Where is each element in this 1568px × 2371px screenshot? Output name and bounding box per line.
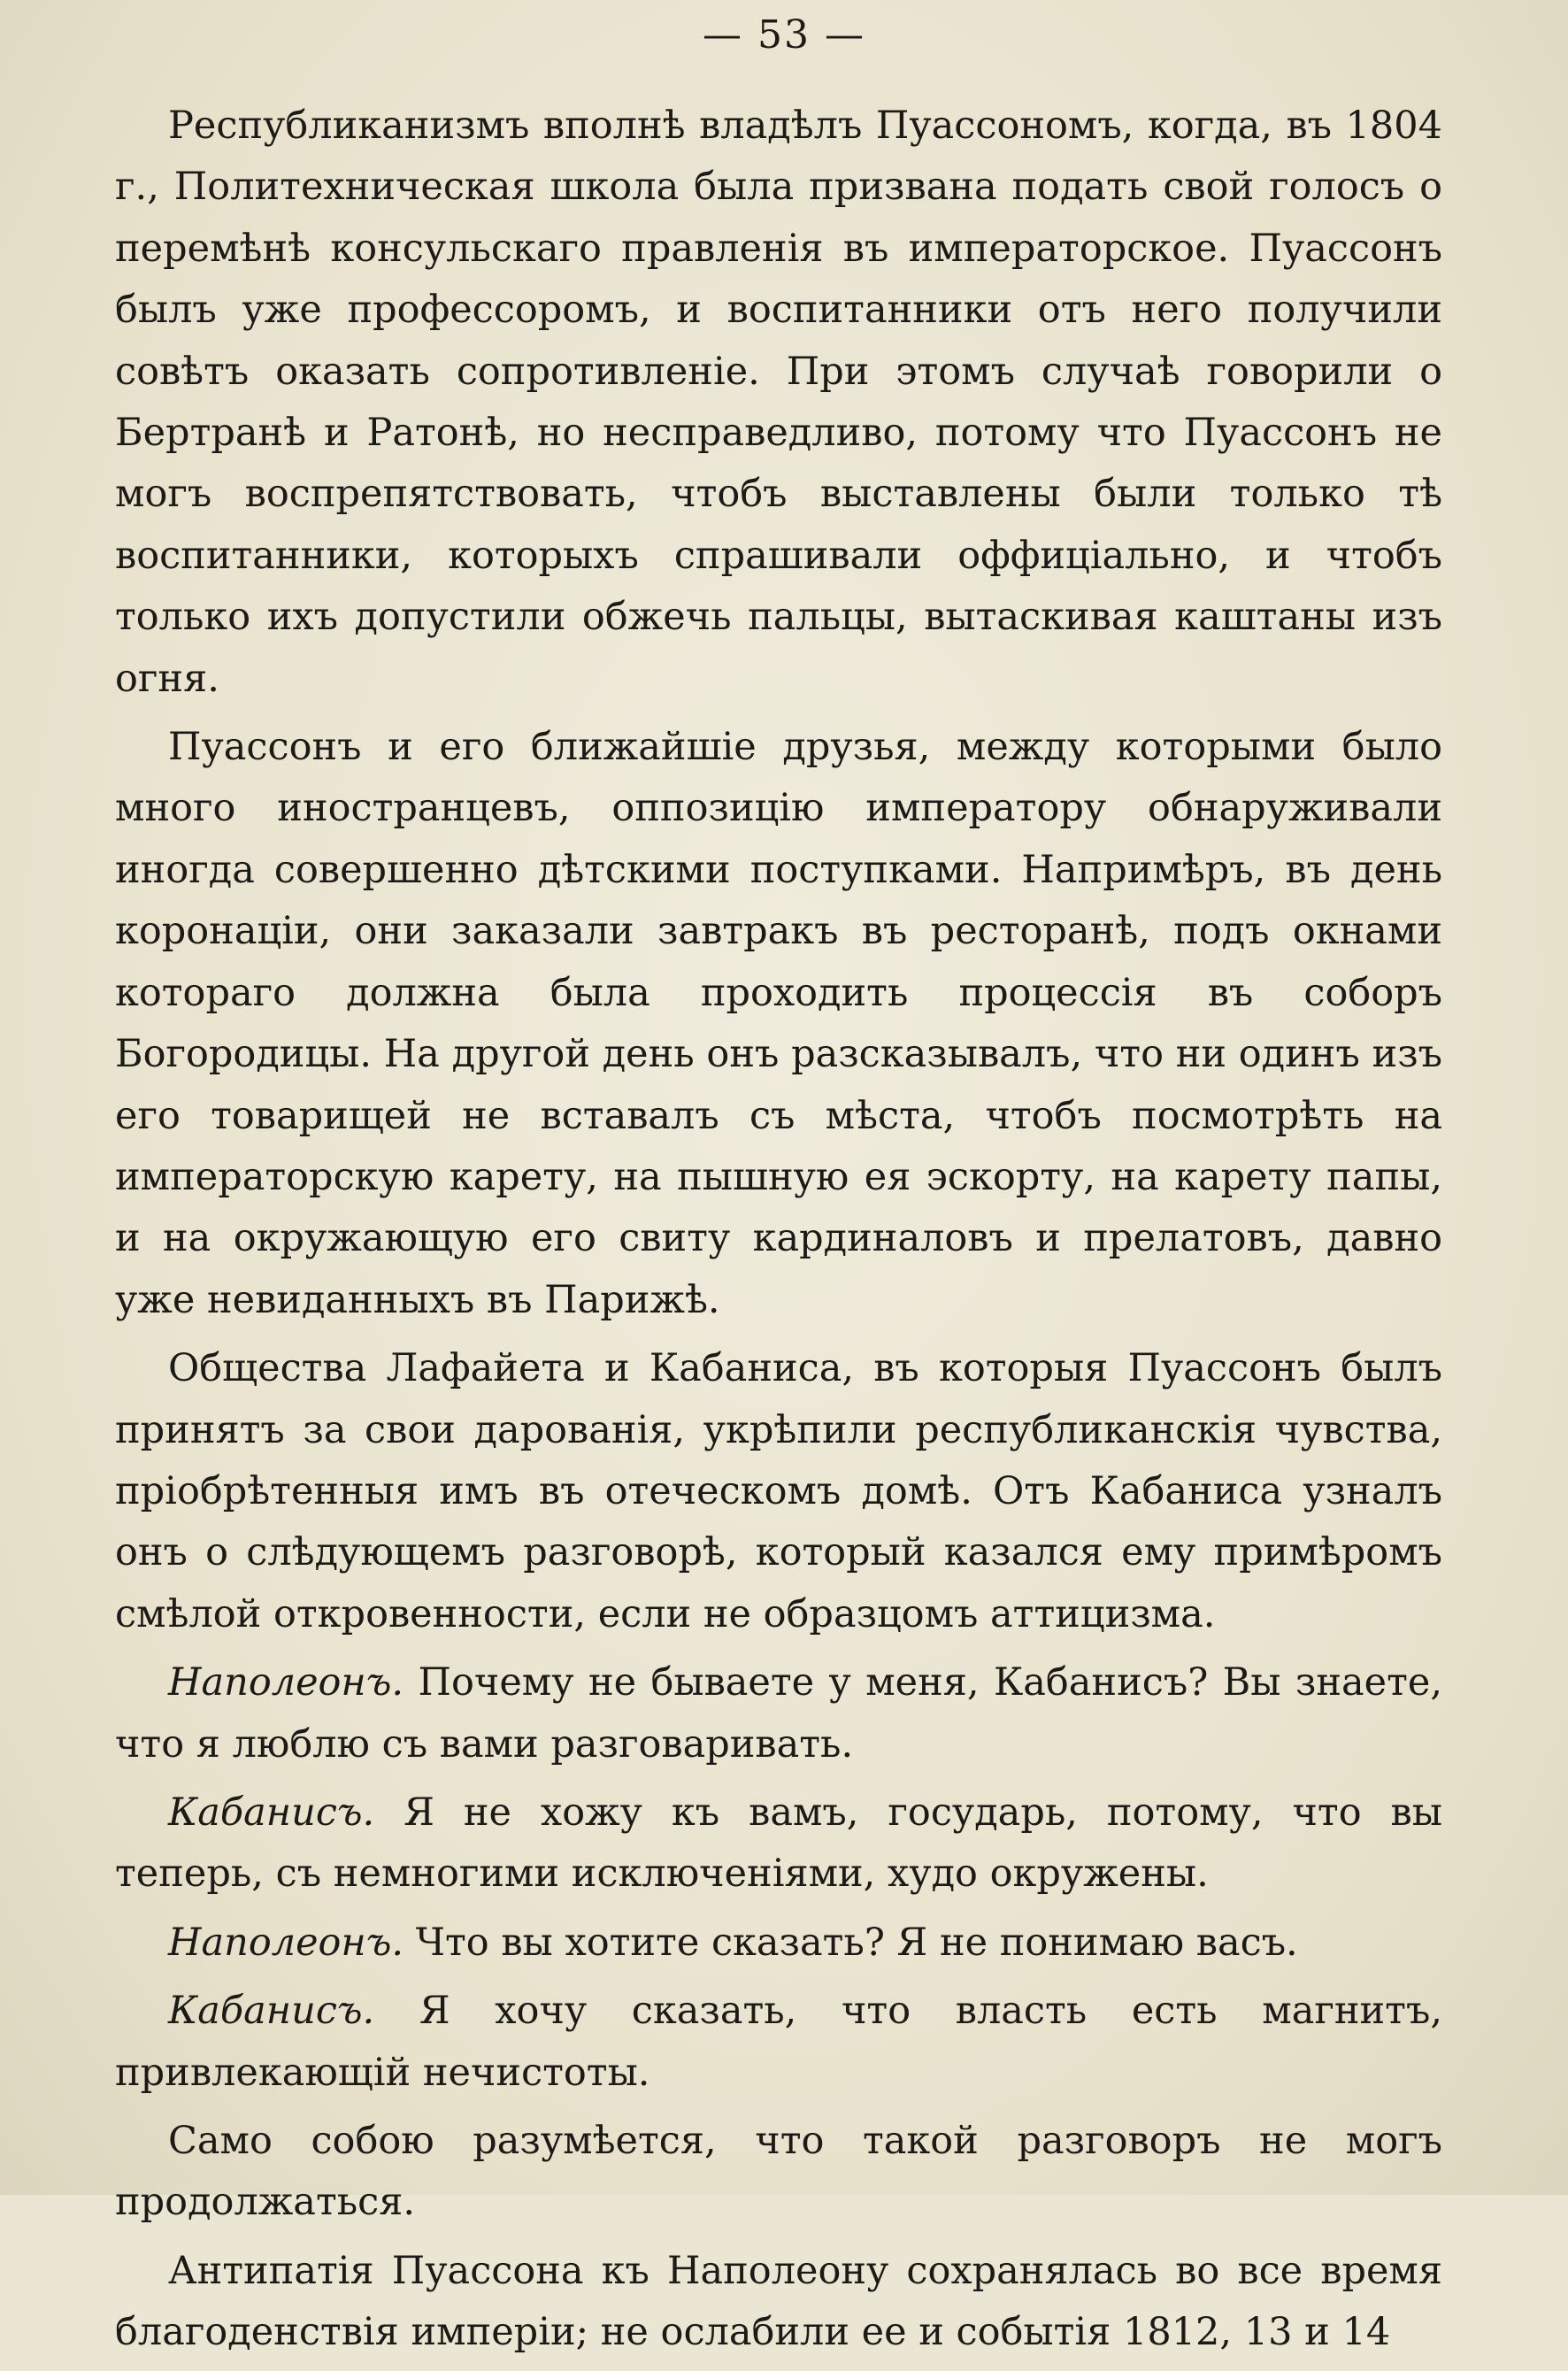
speaker-name: Наполеонъ. xyxy=(168,1660,404,1705)
dialogue-line-3 xyxy=(115,1913,1442,1974)
paragraph-3: Общества Лафайета и Кабаниса, въ которыя Пуассонъ былъ принятъ за свои дарованія, укрѣпили республиканскія чувства, пріобрѣтенныя имъ въ отеческомъ домѣ. Отъ Кабаниса узналъ онъ о слѣдующемъ разговорѣ, который казался ему примѣромъ смѣлой откровенности, если не образцомъ аттицизма. xyxy=(115,1346,1442,1636)
paragraph-4: Само собою разумѣется, что такой разговоръ не могъ продолжаться. xyxy=(115,2119,1442,2225)
dialogue-text: Я не хожу къ вамъ, государь, потому, что вы теперь, съ немногими исключеніями, худо окружены. xyxy=(115,1790,1442,1897)
page-text xyxy=(115,96,1442,2371)
dialogue-line-4 xyxy=(115,1981,1442,2104)
speaker-name: Кабанисъ. xyxy=(168,1790,375,1835)
dialogue-text: Почему не бываете у меня, Кабанисъ? Вы знаете, что я люблю съ вами разговаривать. xyxy=(115,1660,1442,1767)
dialogue-line-1 xyxy=(115,1652,1442,1775)
dialogue-text: Я хочу сказать, что власть есть магнитъ, привлекающій нечистоты. xyxy=(115,1989,1442,2095)
paragraph-5: Антипатія Пуассона къ Наполеону сохранялась во все время благоденствія имперіи; не ослабили ее и событія 1812, 13 и 14 xyxy=(115,2248,1442,2355)
speaker-name: Кабанисъ. xyxy=(168,1989,375,2034)
paragraph-2: Пуассонъ и его ближайшіе друзья, между которыми было много иностранцевъ, оппозицію императору обнаруживали иногда совершенно дѣтскими поступками. Напримѣръ, въ день коронаціи, они заказали завтракъ въ ресторанѣ, подъ окнами котораго должна была проходить процессія въ соборъ Богородицы. На другой день онъ разсказывалъ, что ни одинъ изъ его товарищей не вставалъ съ мѣста, чтобъ посмотрѣть на императорскую карету, на пышную ея эскорту, на карету папы, и на окружающую его свиту кардиналовъ и прелатовъ, давно уже невиданныхъ въ Парижѣ. xyxy=(115,725,1442,1322)
paragraph-1: Республиканизмъ вполнѣ владѣлъ Пуассономъ, когда, въ 1804 г., Политехническая школа была призвана подать свой голосъ о перемѣнѣ консульскаго правленія въ императорское. Пуассонъ былъ уже профессоромъ, и воспитанники отъ него получили совѣтъ оказать сопротивленіе. При этомъ случаѣ говорили о Бертранѣ и Ратонѣ, но несправедливо, потому что Пуассонъ не могъ воспрепятствовать, чтобъ выставлены были только тѣ воспитанники, которыхъ спрашивали оффиціально, и чтобъ только ихъ допустили обжечь пальцы, вытаскивая каштаны изъ огня. xyxy=(115,104,1442,701)
dialogue-text: Что вы хотите сказать? Я не понимаю васъ. xyxy=(415,1920,1298,1965)
dialogue-line-2 xyxy=(115,1782,1442,1905)
page-number: — 53 — xyxy=(703,12,865,58)
speaker-name: Наполеонъ. xyxy=(168,1920,404,1965)
